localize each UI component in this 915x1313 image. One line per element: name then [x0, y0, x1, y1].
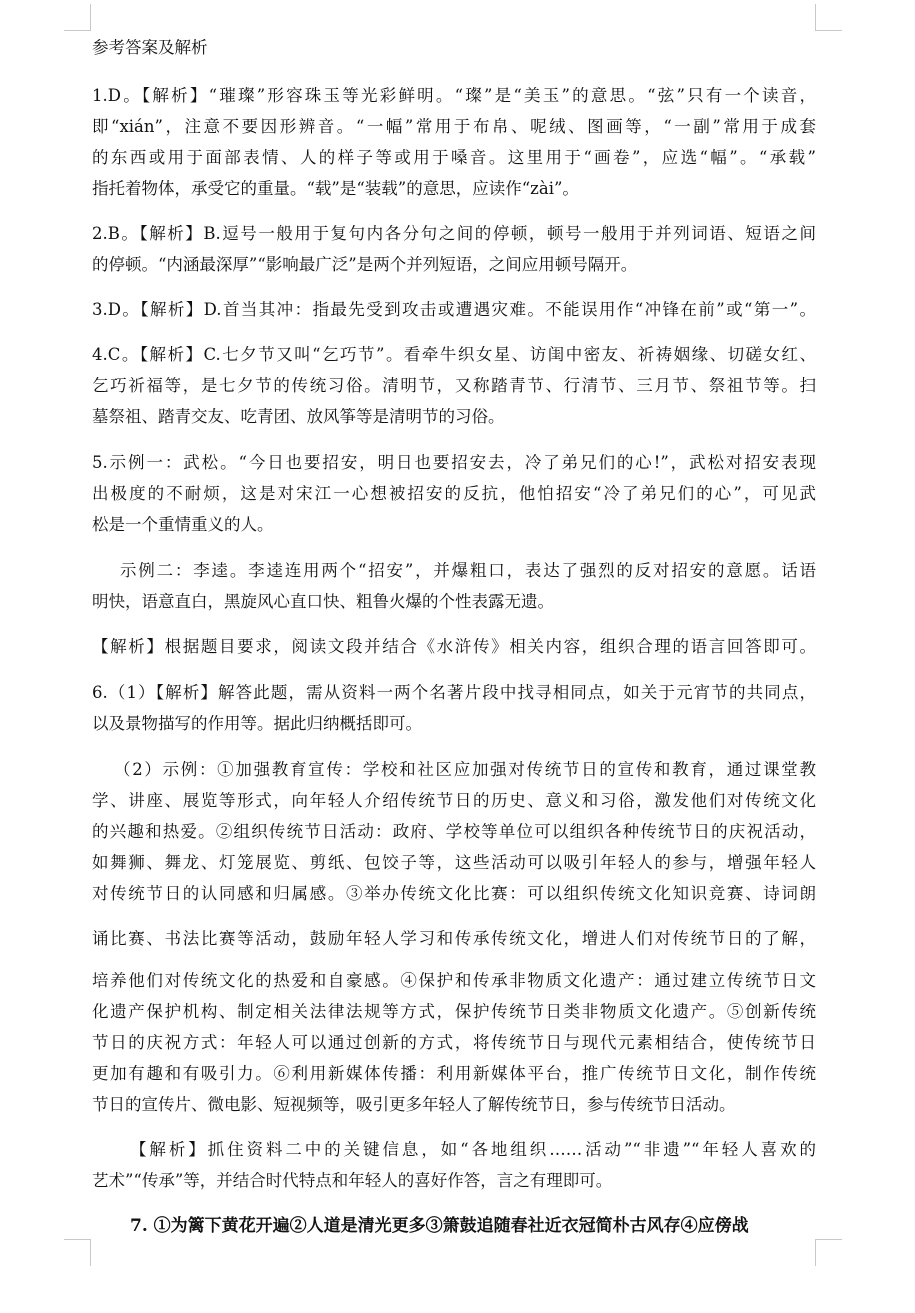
answer-line: 【解析】抓住资料二中的关键信息，如“各地组织……活动”“非遗”“年轻人喜欢的 [130, 1140, 816, 1159]
answer-line: 以及景物描写的作用等。据此归纳概括即可。 [92, 714, 422, 733]
answer-line: 节日的庆祝方式：年轻人可以通过创新的方式，将传统节日与现代元素相结合，使传统节日 [92, 1033, 816, 1052]
answer-line: 墓祭祖、踏青交友、吃青团、放风筝等是清明节的习俗。 [92, 407, 505, 426]
answer-line: 艺术”“传承”等，并结合时代特点和年轻人的喜好作答，言之有理即可。 [92, 1171, 613, 1190]
answer-line: 培养他们对传统文化的热爱和自豪感。④保护和传承非物质文化遗产：通过建立传统节日文 [92, 971, 816, 990]
answer-line: 节日的宣传片、微电影、短视频等，吸引更多年轻人了解传统节日，参与传统节日活动。 [92, 1095, 736, 1114]
page-corner-mark [64, 1239, 91, 1266]
page-corner-mark [815, 4, 842, 31]
answer-line: 3.D。【解析】D.首当其冲：指最先受到攻击或遭遇灾难。不能误用作“冲锋在前”或“第一”。 [92, 300, 816, 319]
answer-line: 【解析】根据题目要求，阅读文段并结合《水浒传》相关内容，组织合理的语言回答即可。 [92, 637, 816, 656]
answer-line: 即“xián”，注意不要因形辨音。“一幅”常用于布帛、呢绒、图画等，“一副”常用于成套 [92, 117, 816, 136]
answer-line: 更加有趣和有吸引力。⑥利用新媒体传播：利用新媒体平台，推广传统节日文化，制作传统 [92, 1064, 816, 1083]
answer-line: 的停顿。“内涵最深厚”“影响最广泛”是两个并列短语，之间应用顿号隔开。 [92, 255, 638, 274]
answer-line: 松是一个重情重义的人。 [92, 515, 274, 534]
answer-line: 指托着物体，承受它的重量。“载”是“装载”的意思，应读作“zài”。 [92, 179, 579, 198]
answer-line: 如舞狮、舞龙、灯笼展览、剪纸、包饺子等，这些活动可以吸引年轻人的参与，增强年轻人 [92, 853, 816, 872]
answer-line: 对传统节日的认同感和归属感。③举办传统文化比赛：可以组织传统文化知识竞赛、诗词朗 [92, 884, 816, 903]
answer-line: 化遗产保护机构、制定相关法律法规等方式，保护传统节日类非物质文化遗产。⑤创新传统 [92, 1002, 816, 1021]
answer-line: 6.（1）【解析】解答此题，需从资料一两个名著片段中找寻相同点，如关于元宵节的共同点， [92, 683, 816, 702]
answer-line: 5.示例一：武松。“今日也要招安，明日也要招安去，冷了弟兄们的心!”，武松对招安表现 [92, 453, 816, 472]
page-corner-mark [64, 4, 91, 31]
answer-line: （2）示例：①加强教育宣传：学校和社区应加强对传统节日的宣传和教育，通过课堂教 [114, 760, 816, 779]
page-corner-mark [815, 1239, 842, 1266]
answer-line: 的兴趣和热爱。②组织传统节日活动：政府、学校等单位可以组织各种传统节日的庆祝活动， [92, 822, 816, 841]
answer-line: 乞巧祈福等，是七夕节的传统习俗。清明节，又称踏青节、行清节、三月节、祭祖节等。扫 [92, 376, 816, 395]
answer-line: 诵比赛、书法比赛等活动，鼓励年轻人学习和传承传统文化，增进人们对传统节日的了解， [92, 929, 816, 948]
answer-line: 学、讲座、展览等形式，向年轻人介绍传统节日的历史、意义和习俗，激发他们对传统文化 [92, 791, 816, 810]
answer-line: 4.C。【解析】C.七夕节又叫“乞巧节”。看牵牛织女星、访闺中密友、祈祷姻缘、切磋女红、 [92, 345, 816, 364]
answer-line: 明快，语意直白，黑旋风心直口快、粗鲁火爆的个性表露无遗。 [92, 592, 554, 611]
page-header: 参考答案及解析 [92, 38, 208, 57]
answer-line: 示例二：李逵。李逵连用两个“招安”，并爆粗口，表达了强烈的反对招安的意愿。话语 [120, 561, 816, 580]
answer-line: 出极度的不耐烦，这是对宋江一心想被招安的反抗，他怕招安“冷了弟兄们的心”，可见武 [92, 484, 816, 503]
answer-line: 1.D。【解析】“璀璨”形容珠玉等光彩鲜明。“璨”是“美玉”的意思。“弦”只有一个读音， [92, 86, 816, 105]
answer-line: 的东西或用于面部表情、人的样子等或用于嗓音。这里用于“画卷”，应选“幅”。“承载” [92, 148, 816, 167]
answer-line-bold: 7. ①为篱下黄花开遍②人道是清光更多③箫鼓追随春社近衣冠简朴古风存④应傍战 [130, 1216, 749, 1236]
answer-line: 2.B。【解析】B.逗号一般用于复句内各分句之间的停顿，顿号一般用于并列词语、短语之间 [92, 224, 816, 243]
